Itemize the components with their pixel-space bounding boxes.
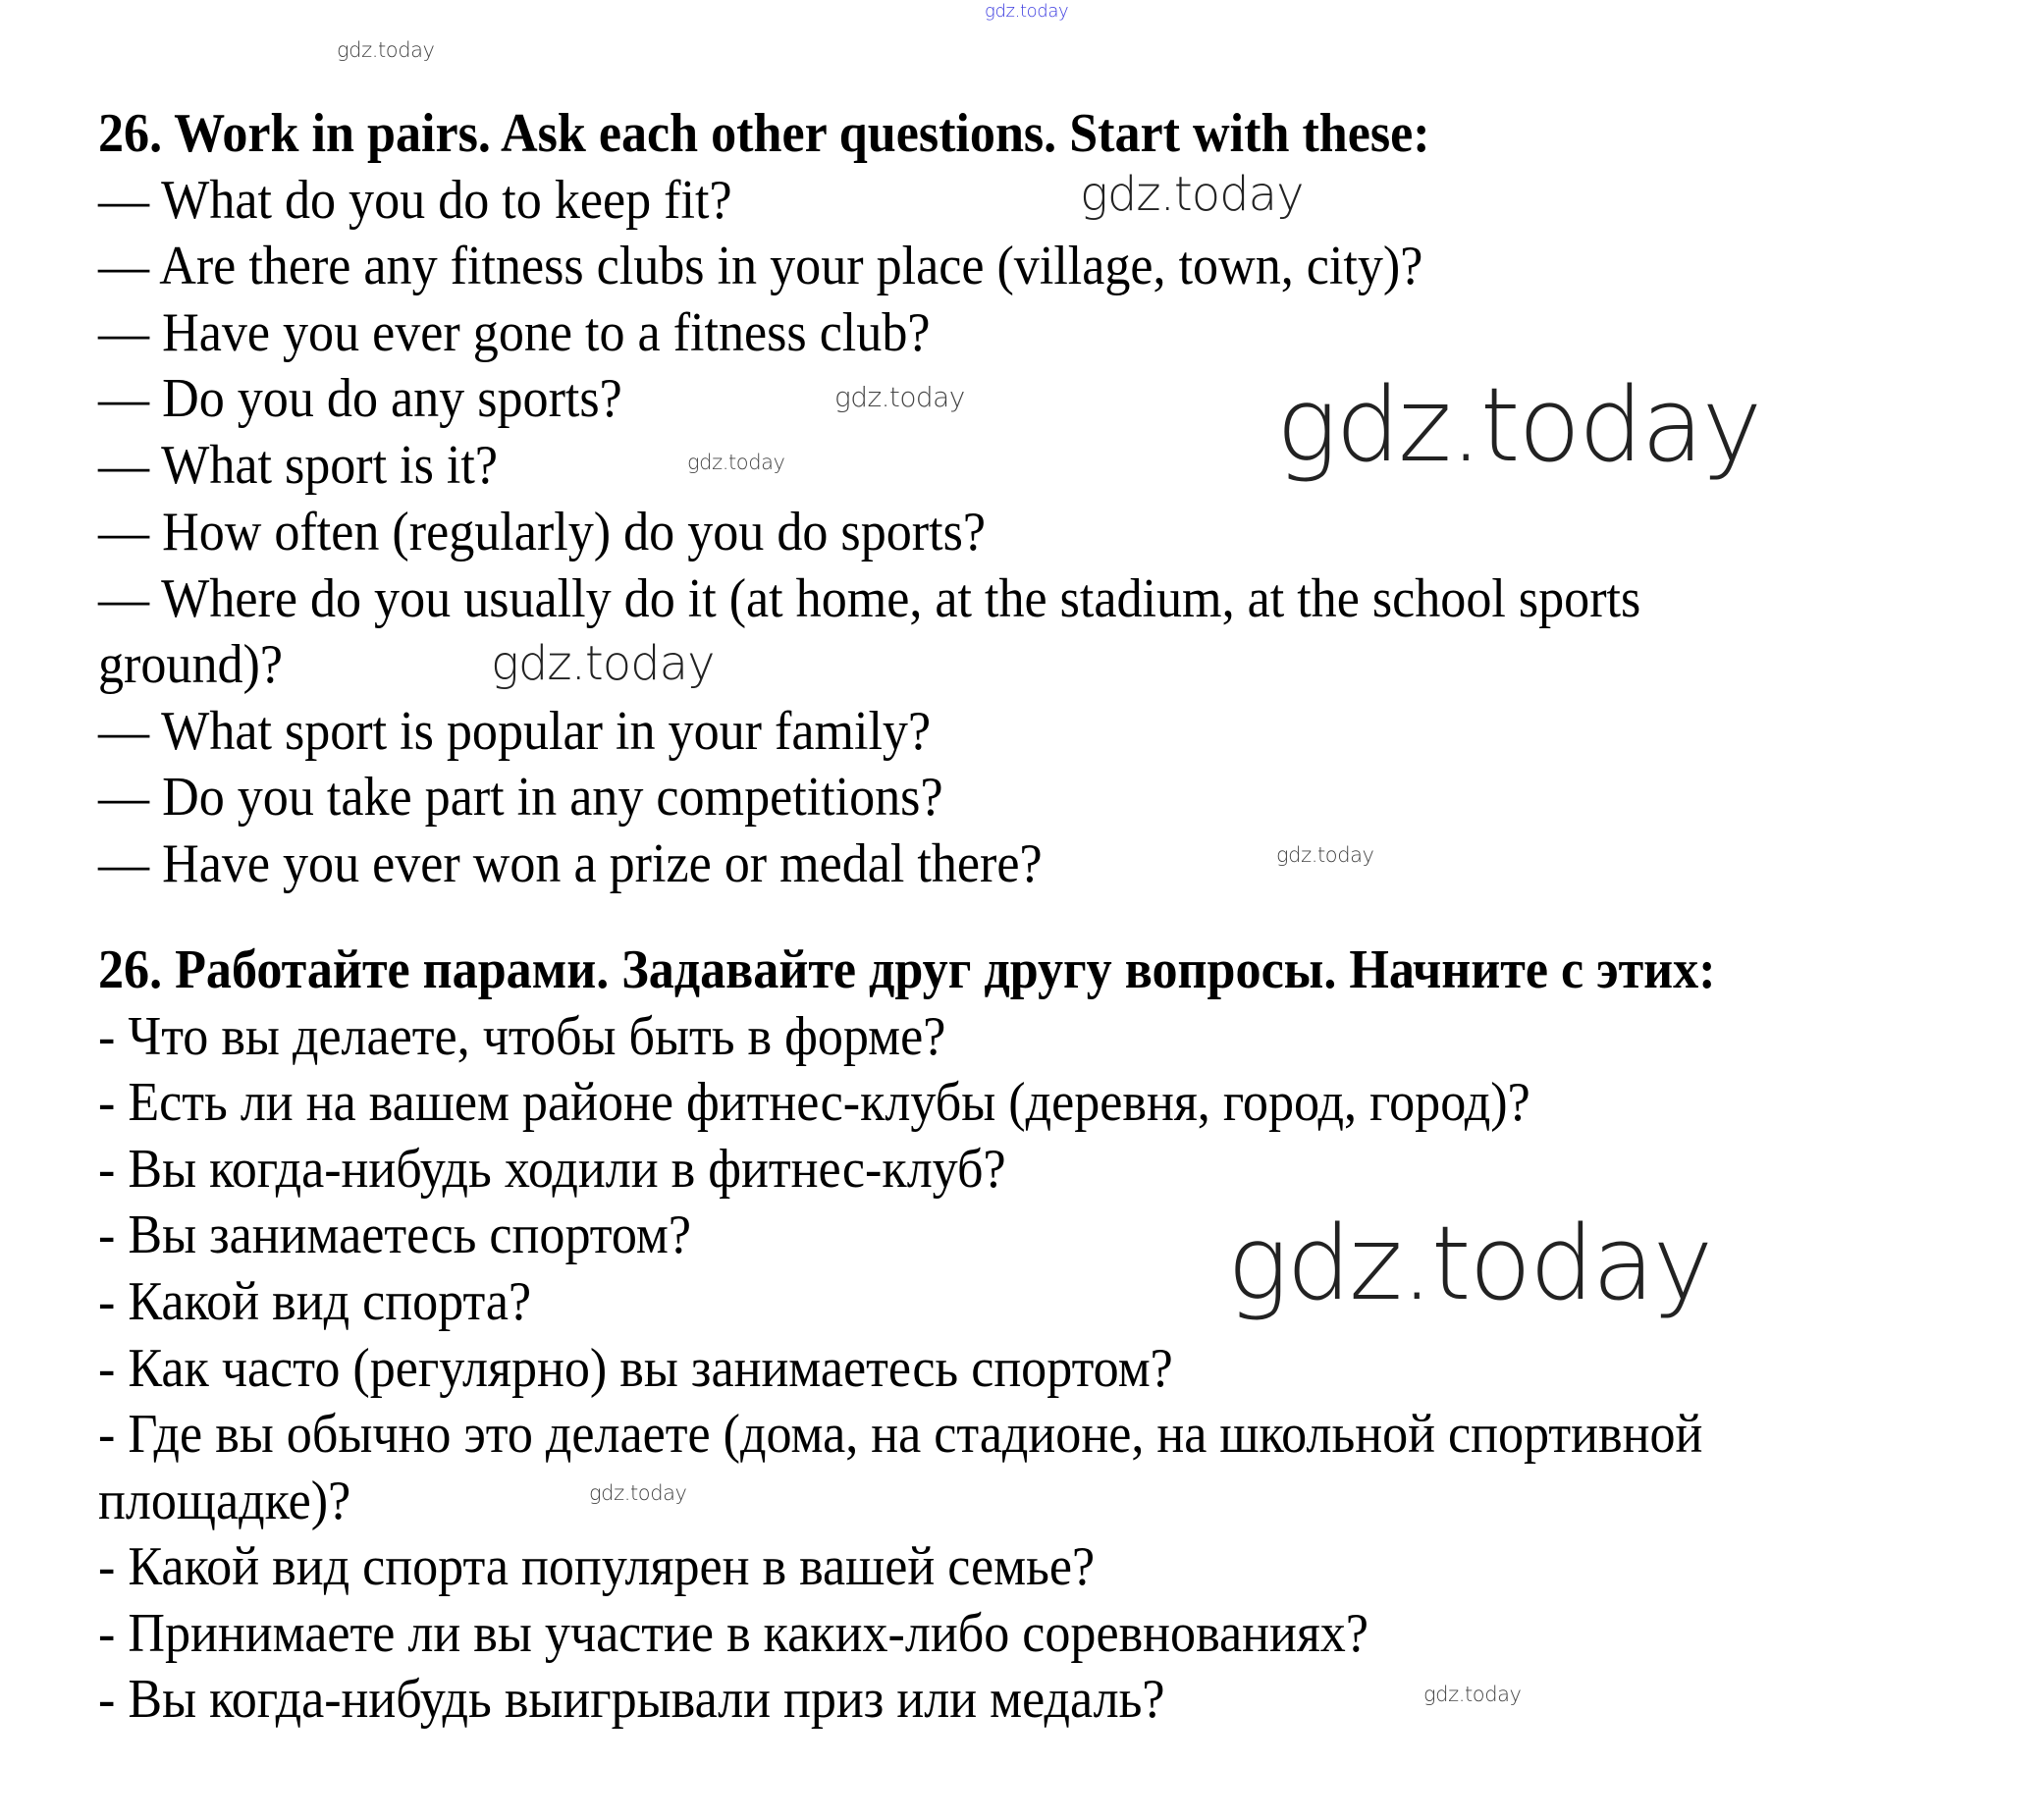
- watermark: gdz.today: [1276, 365, 1761, 485]
- english-line: ground)?: [98, 634, 284, 695]
- english-line: — Do you take part in any competitions?: [98, 767, 943, 828]
- russian-line: - Вы занимаетесь спортом?: [98, 1204, 692, 1265]
- watermark: gdz.today: [1276, 843, 1374, 867]
- english-line: — Do you do any sports?: [98, 368, 622, 429]
- russian-line: - Принимаете ли вы участие в каких-либо соревнованиях?: [98, 1603, 1368, 1664]
- russian-line: - Что вы делаете, чтобы быть в форме?: [98, 1006, 946, 1067]
- russian-line: - Как часто (регулярно) вы занимаетесь спортом?: [98, 1338, 1173, 1399]
- english-heading: 26. Work in pairs. Ask each other questions. Start with these:: [98, 103, 1430, 164]
- russian-line: - Какой вид спорта популярен в вашей семье?: [98, 1536, 1096, 1597]
- russian-line: - Какой вид спорта?: [98, 1271, 532, 1332]
- russian-line: площадке)?: [98, 1471, 351, 1531]
- watermark: gdz.today: [985, 1, 1069, 22]
- watermark: gdz.today: [491, 636, 715, 691]
- watermark: gdz.today: [1080, 167, 1304, 222]
- english-line: — Have you ever won a prize or medal there?: [98, 833, 1043, 894]
- watermark: gdz.today: [687, 451, 785, 474]
- watermark: gdz.today: [1423, 1683, 1522, 1706]
- russian-line: - Где вы обычно это делаете (дома, на стадионе, на школьной спортивной: [98, 1404, 1703, 1465]
- english-line: — What sport is popular in your family?: [98, 701, 932, 762]
- watermark: gdz.today: [337, 38, 435, 62]
- russian-line: - Есть ли на вашем районе фитнес-клубы (деревня, город, город)?: [98, 1072, 1530, 1133]
- watermark: gdz.today: [589, 1481, 687, 1505]
- english-line: — What do you do to keep fit?: [98, 170, 732, 231]
- english-line: — Are there any fitness clubs in your place (village, town, city)?: [98, 236, 1423, 296]
- russian-line: - Вы когда-нибудь ходили в фитнес-клуб?: [98, 1139, 1006, 1200]
- russian-heading: 26. Работайте парами. Задавайте друг другу вопросы. Начните с этих:: [98, 939, 1716, 1000]
- english-line: — How often (regularly) do you do sports?: [98, 502, 986, 562]
- watermark: gdz.today: [1227, 1204, 1712, 1323]
- watermark: gdz.today: [834, 381, 965, 413]
- russian-line: - Вы когда-нибудь выигрывали приз или медаль?: [98, 1669, 1165, 1730]
- english-line: — Where do you usually do it (at home, at the stadium, at the school sports: [98, 568, 1641, 629]
- english-line: — What sport is it?: [98, 435, 498, 496]
- english-line: — Have you ever gone to a fitness club?: [98, 302, 931, 363]
